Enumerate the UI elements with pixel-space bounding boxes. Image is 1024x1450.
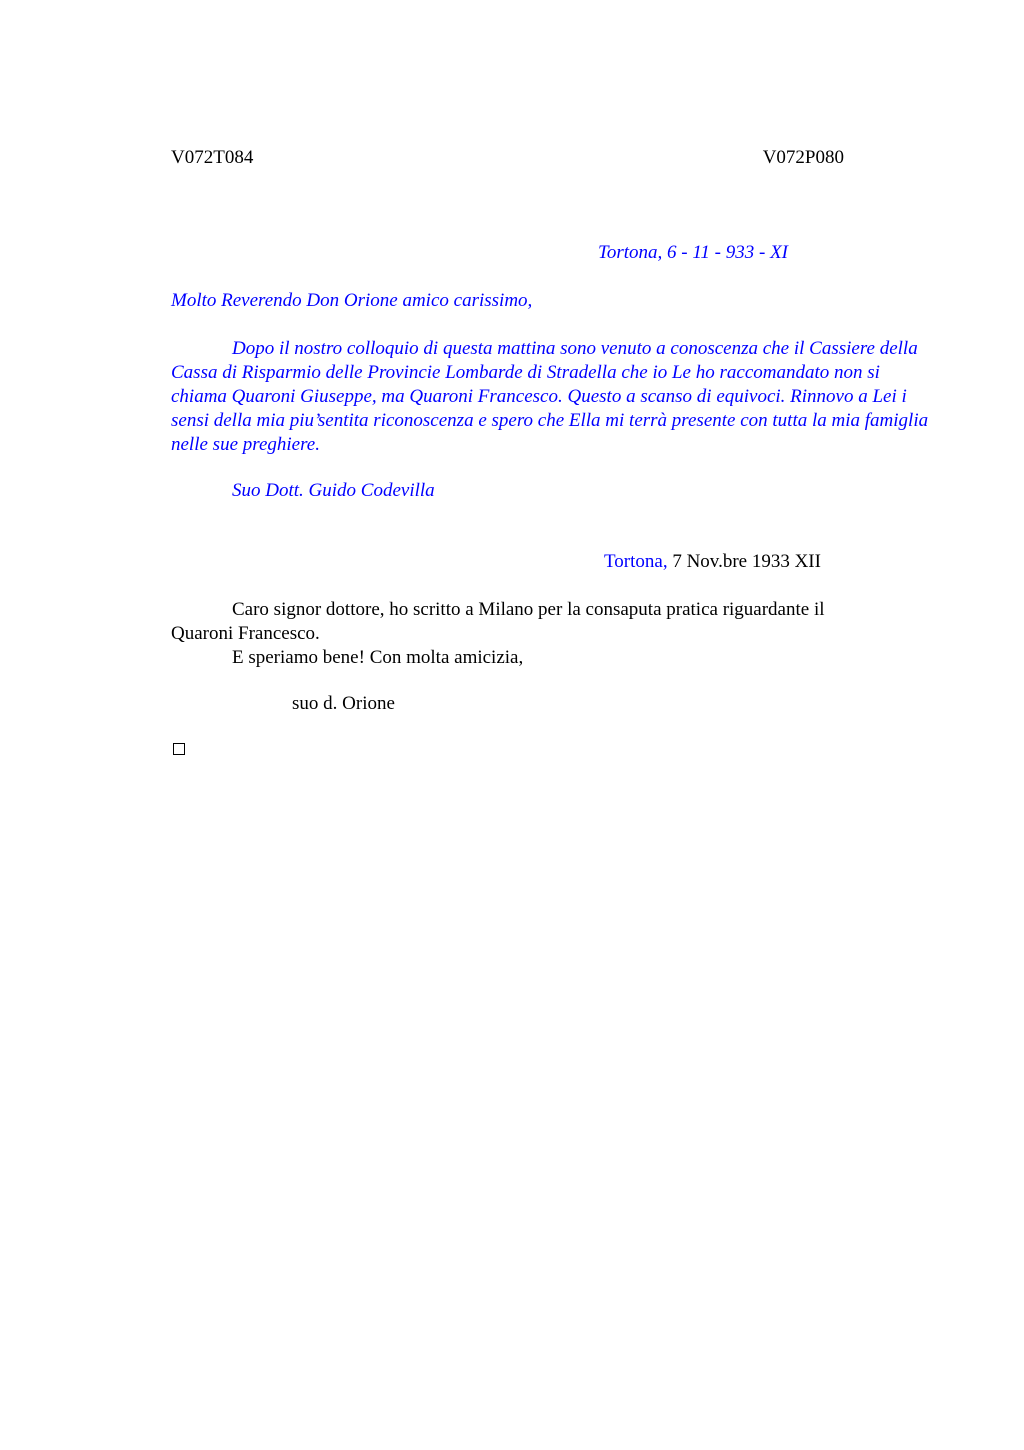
letter2-body-line1: Caro signor dottore, ho scritto a Milano per la consaputa pratica riguardante il Quaroni Francesco.	[171, 599, 825, 644]
letter2-place: Tortona,	[604, 551, 668, 572]
letter1-place-date: Tortona, 6 - 11 - 933 - XI	[598, 242, 788, 263]
document-code-right: V072P080	[762, 147, 844, 168]
letter2-date: 7 Nov.bre 1933 XII	[672, 551, 821, 572]
document-code-left: V072T084	[171, 147, 254, 168]
letter1-body: Dopo il nostro colloquio di questa mattina sono venuto a conoscenza che il Cassiere della Cassa di Risparmio delle Provincie Lombarde di Stradella che io Le ho raccomandato non si chiama Quaroni Giuseppe, ma Quaroni Francesco. Questo a scanso di equivoci. Rinnovo a Lei i sensi della mia piu’sentita riconoscenza e spero che Ella mi terrà presente con tutta la mia famiglia nelle sue preghiere.	[171, 338, 929, 455]
letter1-signature: Suo Dott. Guido Codevilla	[232, 480, 435, 501]
checkbox-square-icon	[173, 743, 185, 755]
letter2-place-date	[604, 550, 821, 574]
letter2-body-line2: E speriamo bene! Con molta amicizia,	[232, 647, 524, 668]
letter2-signature: suo d. Orione	[292, 693, 395, 714]
letter1-salutation: Molto Reverendo Don Orione amico carissimo,	[171, 290, 533, 311]
